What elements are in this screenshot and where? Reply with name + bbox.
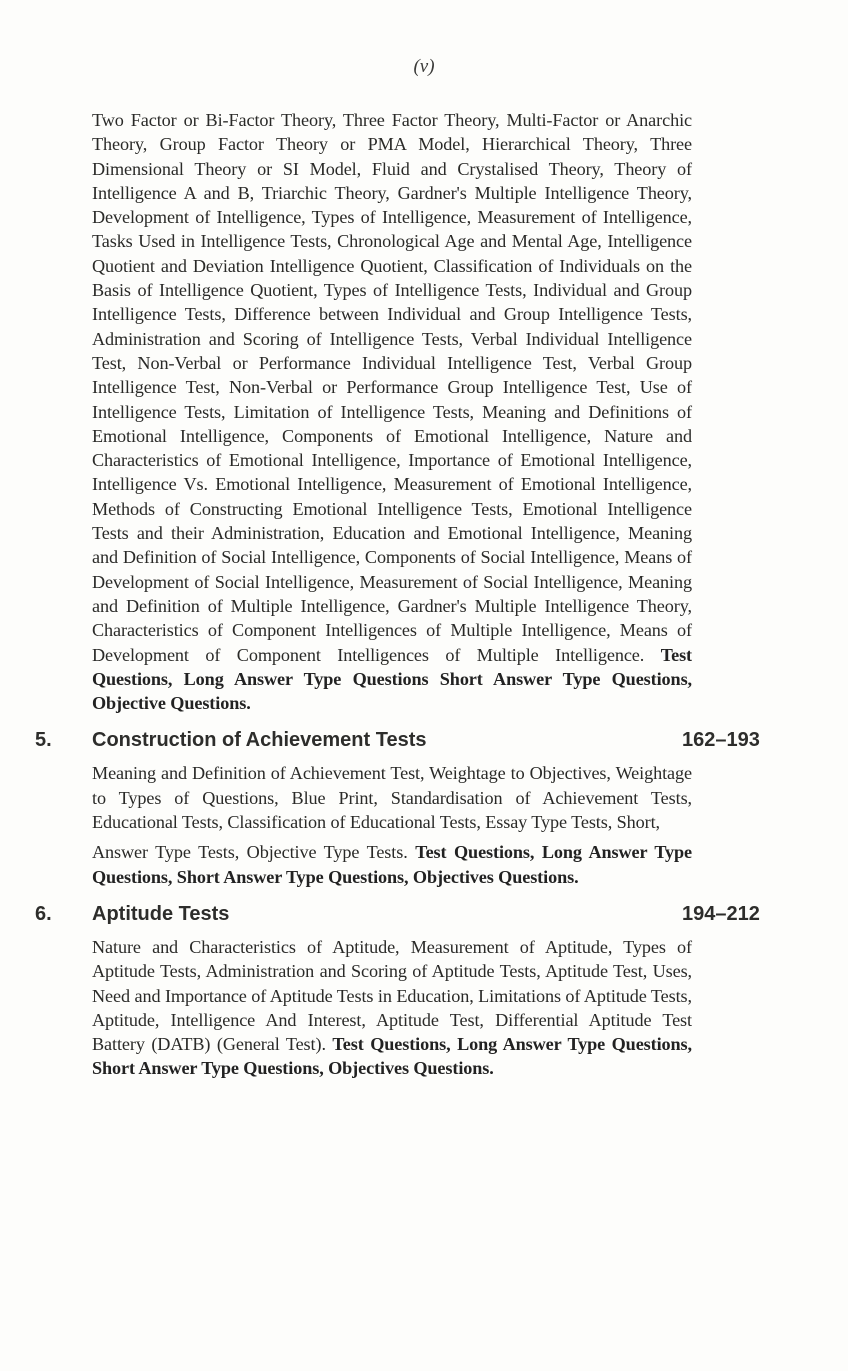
table-of-contents	[35, 108, 760, 1081]
section-heading-5	[35, 729, 760, 755]
section-number: 5.	[35, 729, 52, 752]
section-heading-6	[35, 902, 760, 929]
section-5-paragraph-2	[92, 840, 692, 889]
paragraph-text: Meaning and Definition of Achievement Test, Weightage to Objectives, Weightage to Types of Questions, Blue Print, Standardisation of Achievement Tests, Educational Tests, Classification of Educational Tests, Essay Type Tests, Short,	[92, 763, 692, 833]
paragraph-bold-text: Test Questions, Long Answer Type Questions, Short Answer Type Questions, Objectives Questions.	[92, 1034, 692, 1079]
section-page-range: 162–193	[682, 729, 760, 752]
paragraph-bold-text: Test Questions, Long Answer Type Questions, Short Answer Type Questions, Objectives Questions.	[92, 842, 692, 887]
paragraph-text: Answer Type Tests, Objective Type Tests.	[92, 842, 408, 863]
section-5-paragraph-1	[92, 761, 692, 834]
section-title: Construction of Achievement Tests	[92, 729, 427, 752]
section-6-paragraph-1	[92, 935, 692, 1081]
page-number: (v)	[413, 56, 435, 77]
paragraph-text: Nature and Characteristics of Aptitude, Measurement of Aptitude, Types of Aptitude Tests, Administration and Scoring of Aptitude Tests, Aptitude Test, Uses, Need and Importance of Aptitude Tests in Education, Limitations of Aptitude Tests, Aptitude, Intelligence And Interest, Aptitude Test, Differential Aptitude Test Battery (DATB) (General Test).	[92, 936, 692, 1055]
section-number: 6.	[35, 902, 52, 925]
section-page-range: 194–212	[682, 902, 760, 925]
paragraph-bold-text: Test Questions, Long Answer Type Questions Short Answer Type Questions, Objective Questions.	[92, 644, 693, 714]
paragraph-text: Two Factor or Bi-Factor Theory, Three Factor Theory, Multi-Factor or Anarchic Theory, Group Factor Theory or PMA Model, Hierarchical Theory, Three Dimensional Theory or SI Model, Fluid and Crystalised Theory, Theory of Intelligence A and B, Triarchic Theory, Gardner's Multiple Intelligence Theory, Development of Intelligence, Types of Intelligence, Measurement of Intelligence, Tasks Used in Intelligence Tests, Chronological Age and Mental Age, Intelligence Quotient and Deviation Intelligence Quotient, Classification of Individuals on the Basis of Intelligence Quotient, Types of Intelligence Tests, Individual and Group Intelligence Tests, Difference between Individual and Group Intelligence Tests, Administration and Scoring of Intelligence Tests, Verbal Individual Intelligence Test, Non-Verbal or Performance Individual Intelligence Test, Verbal Group Intelligence Test, Non-Verbal or Performance Group Intelligence Test, Use of Intelligence Tests, Limitation of Intelligence Tests, Meaning and Definitions of Emotional Intelligence, Components of Emotional Intelligence, Nature and Characteristics of Emotional Intelligence, Importance of Emotional Intelligence, Intelligence Vs. Emotional Intelligence, Measurement of Emotional Intelligence, Methods of Constructing Emotional Intelligence Tests, Emotional Intelligence Tests and their Administration, Education and Emotional Intelligence, Meaning and Definition of Social Intelligence, Components of Social Intelligence, Means of Development of Social Intelligence, Measurement of Social Intelligence, Meaning and Definition of Multiple Intelligence, Gardner's Multiple Intelligence Theory, Characteristics of Component Intelligences of Multiple Intelligence, Means of Development of Component Intelligences of Multiple Intelligence.	[92, 110, 692, 665]
intro-paragraph	[92, 108, 692, 715]
section-title: Aptitude Tests	[92, 902, 230, 925]
